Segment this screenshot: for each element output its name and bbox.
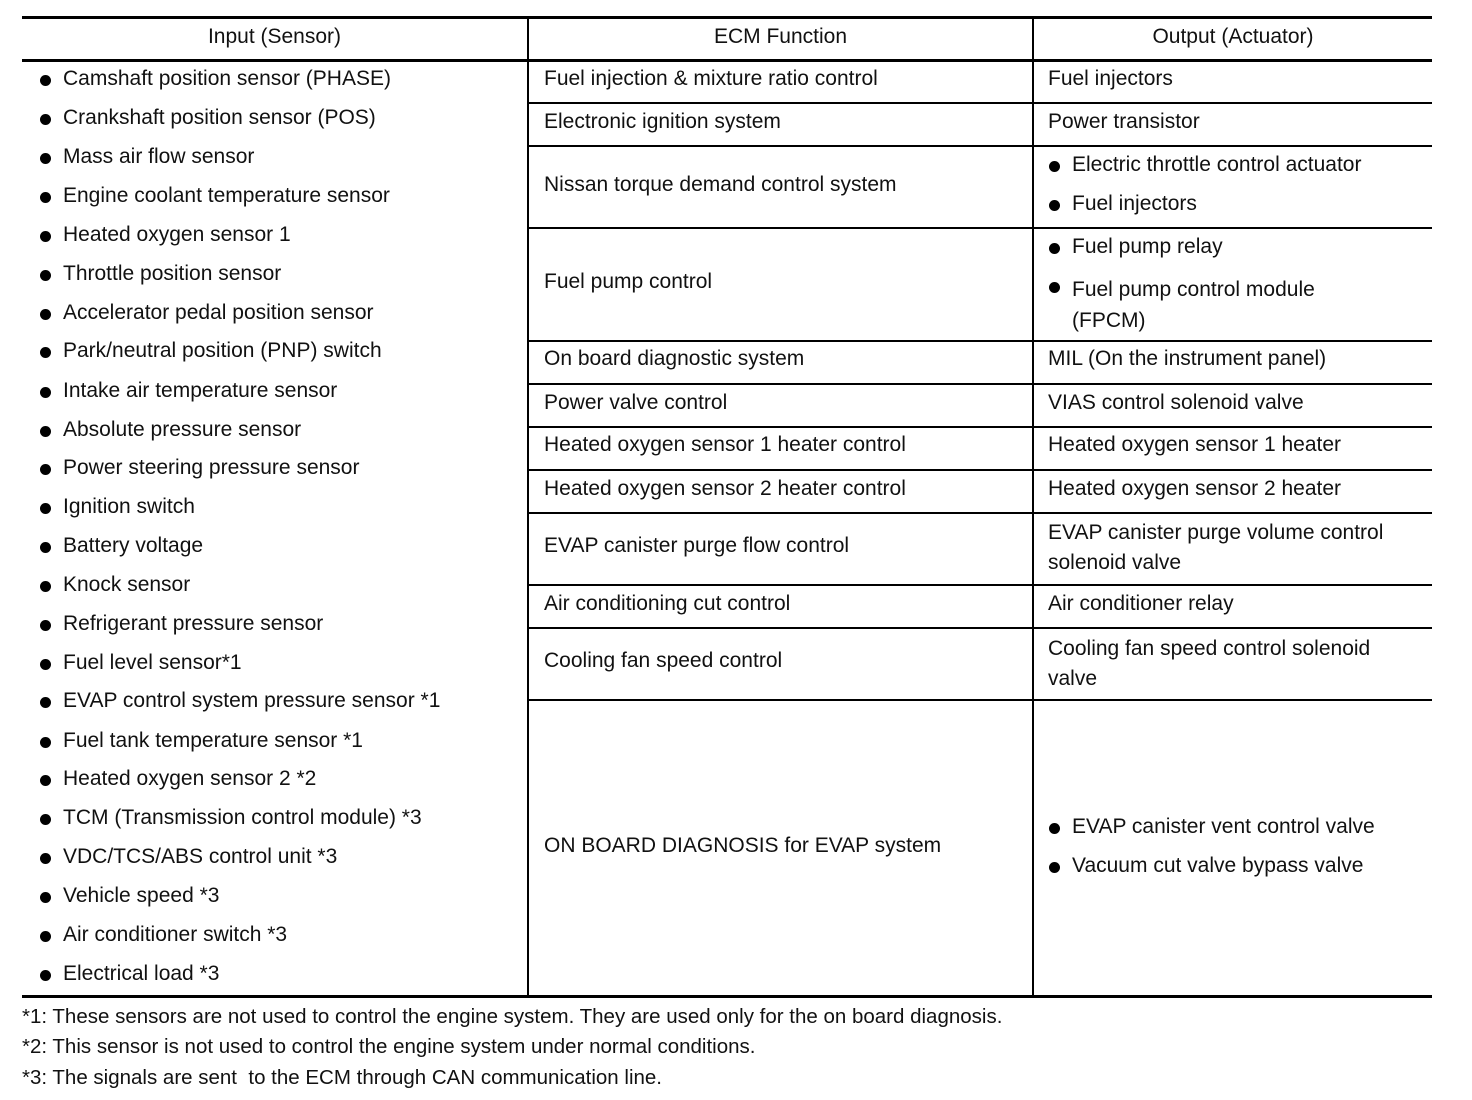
column-divider-1 xyxy=(527,17,529,997)
output-item: Fuel pump relay xyxy=(1048,235,1223,259)
bullet-icon xyxy=(1049,243,1060,254)
input-item: Engine coolant temperature sensor xyxy=(39,184,390,208)
header-output: Output (Actuator) xyxy=(1152,25,1314,48)
output-cell: VIAS control solenoid valve xyxy=(1048,391,1304,414)
input-item: Absolute pressure sensor xyxy=(39,418,301,442)
bullet-icon xyxy=(40,153,51,164)
bullet-icon xyxy=(40,464,51,475)
bullet-icon xyxy=(40,892,51,903)
row-divider xyxy=(528,227,1432,229)
output-cell: EVAP canister purge volume control solenoid valve xyxy=(1048,521,1384,574)
input-item: EVAP control system pressure sensor *1 xyxy=(39,689,440,713)
input-item: TCM (Transmission control module) *3 xyxy=(39,806,422,830)
bullet-icon xyxy=(40,542,51,553)
bullet-icon xyxy=(40,347,51,358)
input-item: Mass air flow sensor xyxy=(39,145,254,169)
input-item: Accelerator pedal position sensor xyxy=(39,301,374,325)
footnote-3: *3: The signals are sent to the ECM through CAN communication line. xyxy=(22,1066,662,1089)
output-cell: Heated oxygen sensor 2 heater xyxy=(1048,477,1342,500)
input-item: VDC/TCS/ABS control unit *3 xyxy=(39,845,337,869)
function-cell: Heated oxygen sensor 1 heater control xyxy=(544,433,906,456)
input-item: Fuel tank temperature sensor *1 xyxy=(39,729,363,753)
header-input: Input (Sensor) xyxy=(207,25,342,48)
bullet-icon xyxy=(40,853,51,864)
input-item: Knock sensor xyxy=(39,573,190,597)
row-divider xyxy=(528,426,1432,428)
output-item: Electric throttle control actuator xyxy=(1048,153,1361,177)
bullet-icon xyxy=(40,581,51,592)
row-divider xyxy=(528,145,1432,147)
input-item: Electrical load *3 xyxy=(39,962,219,986)
function-cell: Air conditioning cut control xyxy=(544,592,791,615)
function-cell: Fuel pump control xyxy=(544,270,713,293)
function-cell: On board diagnostic system xyxy=(544,347,805,370)
output-cell: Heated oxygen sensor 1 heater xyxy=(1048,433,1342,456)
bullet-icon xyxy=(40,75,51,86)
function-cell: Power valve control xyxy=(544,391,728,414)
input-item: Park/neutral position (PNP) switch xyxy=(39,339,382,363)
input-item: Crankshaft position sensor (POS) xyxy=(39,106,376,130)
footnote-2: *2: This sensor is not used to control the engine system under normal conditions. xyxy=(22,1035,756,1058)
bullet-icon xyxy=(40,931,51,942)
function-cell: Heated oxygen sensor 2 heater control xyxy=(544,477,906,500)
bullet-icon xyxy=(1049,862,1060,873)
row-divider xyxy=(528,102,1432,104)
function-cell: EVAP canister purge flow control xyxy=(544,534,850,557)
bullet-icon xyxy=(40,387,51,398)
output-cell: Fuel injectors xyxy=(1048,67,1173,90)
bullet-icon xyxy=(40,775,51,786)
output-cell: Cooling fan speed control solenoid valve xyxy=(1048,637,1371,690)
input-item: Heated oxygen sensor 2 *2 xyxy=(39,767,316,791)
output-item: EVAP canister vent control valve xyxy=(1048,815,1375,839)
bullet-icon xyxy=(40,309,51,320)
bullet-icon xyxy=(40,270,51,281)
input-item: Throttle position sensor xyxy=(39,262,281,286)
output-cell: MIL (On the instrument panel) xyxy=(1048,347,1327,370)
output-cell: Air conditioner relay xyxy=(1048,592,1234,615)
table-top-rule xyxy=(22,16,1432,19)
column-divider-2 xyxy=(1032,17,1034,997)
header-bottom-rule xyxy=(22,59,1432,62)
function-cell: Nissan torque demand control system xyxy=(544,173,897,196)
input-item: Refrigerant pressure sensor xyxy=(39,612,323,636)
row-divider xyxy=(528,699,1432,701)
input-item: Fuel level sensor*1 xyxy=(39,651,242,675)
bullet-icon xyxy=(40,231,51,242)
bullet-icon xyxy=(40,192,51,203)
row-divider xyxy=(528,627,1432,629)
input-item: Battery voltage xyxy=(39,534,203,558)
bullet-icon xyxy=(40,814,51,825)
output-cell: Power transistor xyxy=(1048,110,1200,133)
input-item: Vehicle speed *3 xyxy=(39,884,219,908)
output-item: Fuel injectors xyxy=(1048,192,1197,216)
input-item: Camshaft position sensor (PHASE) xyxy=(39,67,391,91)
output-item: Fuel pump control module (FPCM) xyxy=(1048,274,1372,336)
input-item: Ignition switch xyxy=(39,495,195,519)
output-item: Vacuum cut valve bypass valve xyxy=(1048,854,1363,878)
input-item: Power steering pressure sensor xyxy=(39,456,359,480)
bullet-icon xyxy=(1049,200,1060,211)
bullet-icon xyxy=(40,620,51,631)
bullet-icon xyxy=(40,697,51,708)
bullet-icon xyxy=(40,659,51,670)
function-cell: ON BOARD DIAGNOSIS for EVAP system xyxy=(544,834,942,857)
bullet-icon xyxy=(1049,282,1060,293)
function-cell: Fuel injection & mixture ratio control xyxy=(544,67,878,90)
bullet-icon xyxy=(40,114,51,125)
row-divider xyxy=(528,383,1432,385)
row-divider xyxy=(528,469,1432,471)
row-divider xyxy=(528,340,1432,342)
input-item: Intake air temperature sensor xyxy=(39,379,337,403)
input-item: Air conditioner switch *3 xyxy=(39,923,287,947)
footnote-1: *1: These sensors are not used to control the engine system. They are used only for the on board diagnosis. xyxy=(22,1005,1003,1028)
function-cell: Electronic ignition system xyxy=(544,110,781,133)
input-item: Heated oxygen sensor 1 xyxy=(39,223,291,247)
bullet-icon xyxy=(1049,161,1060,172)
bullet-icon xyxy=(40,503,51,514)
bullet-icon xyxy=(40,737,51,748)
header-ecm-function: ECM Function xyxy=(713,25,848,48)
bullet-icon xyxy=(1049,823,1060,834)
bullet-icon xyxy=(40,426,51,437)
row-divider xyxy=(528,512,1432,514)
bullet-icon xyxy=(40,970,51,981)
row-divider xyxy=(528,584,1432,586)
table-bottom-rule xyxy=(22,995,1432,998)
function-cell: Cooling fan speed control xyxy=(544,649,783,672)
